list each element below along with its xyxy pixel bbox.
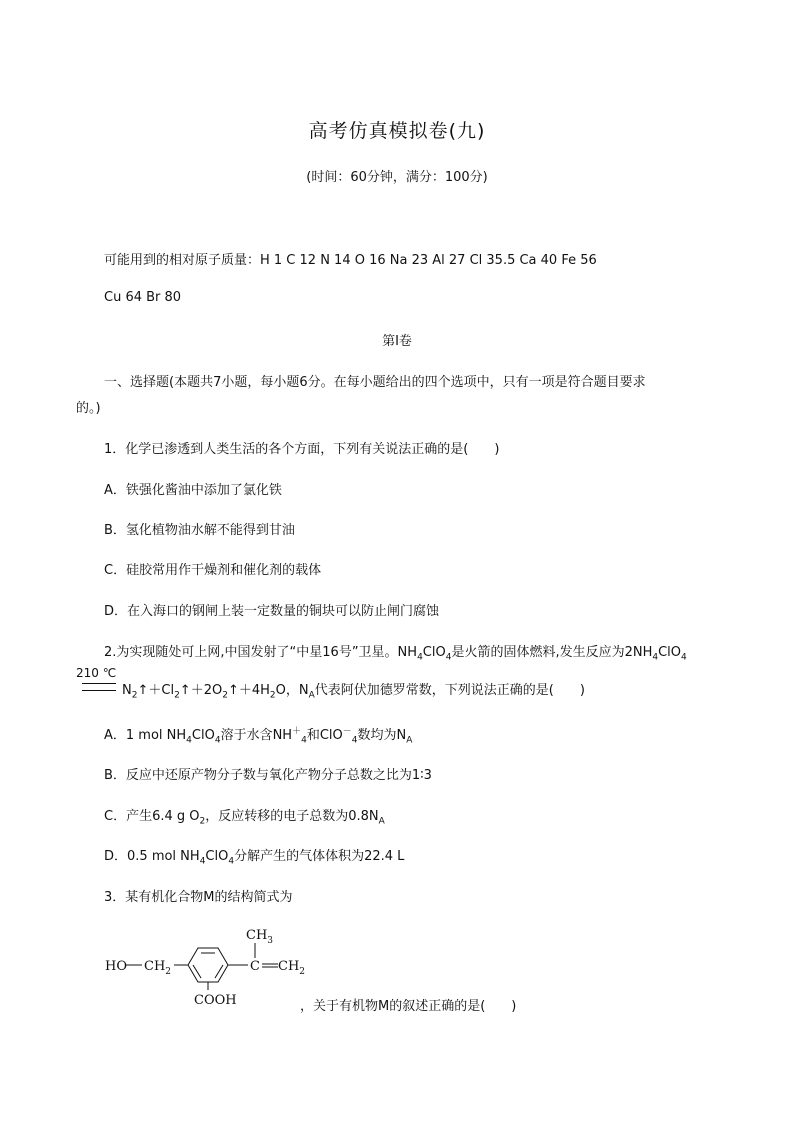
question-1-option-a: A．铁强化酱油中添加了氯化铁 [104,483,282,498]
section-instructions-2: 的。) [76,401,101,416]
atomic-masses-line-1: 可能用到的相对原子质量：H 1 C 12 N 14 O 16 Na 23 Al 27 Cl 35.5 Ca 40 Fe 56 [104,253,597,268]
struct-c: C [250,959,260,974]
question-2-equation: $N_2↑+Cl_2↑+2O_2↑+4H_2O$，$N_A$代表阿伏加德罗常数，下列说法正确的是( ) [122,683,585,701]
reaction-condition: 210 ℃ [76,666,117,680]
section-instructions-1: 一、选择题(本题共7小题，每小题6分。在每小题给出的四个选项中，只有一项是符合题目要求 [104,375,646,390]
page-title: 高考仿真模拟卷(九) [308,120,486,142]
question-2-option-c: C．产生6.4 g $O_2$，反应转移的电子总数为$0.8N_A$ [104,809,385,827]
struct-ch3: $CH_3$ [246,928,274,946]
struct-ho: HO [105,959,127,974]
question-3-tail: ，关于有机物M的叙述正确的是( ) [300,999,517,1014]
structural-formula [100,920,310,1012]
volume-heading: 第Ⅰ卷 [382,334,412,349]
question-1-option-d: D．在入海口的钢闸上装一定数量的铜块可以防止闸门腐蚀 [104,604,440,619]
exam-info: (时间：60分钟，满分：100分) [306,170,488,185]
question-3-stem: 3．某有机化合物M的结构简式为 [104,890,293,905]
question-2-option-d: D．0.5 mol $NH_4ClO_4$分解产生的气体体积为22.4 L [104,849,405,867]
question-1-option-b: B．氢化植物油水解不能得到甘油 [104,523,295,538]
struct-ch2-right: $CH_2$ [278,959,306,977]
equals-sign [82,683,116,691]
question-2-option-b: B．反应中还原产物分子数与氧化产物分子总数之比为1∶3 [104,768,432,783]
struct-cooh: COOH [194,993,237,1008]
question-1-option-c: C．硅胶常用作干燥剂和催化剂的载体 [104,563,322,578]
question-1-stem: 1．化学已渗透到人类生活的各个方面，下列有关说法正确的是( ) [104,442,500,457]
question-2-option-a: A．1 mol $NH_4ClO_4$溶于水含$NH^+_4$和ClO－$_4$数均为$N_A$ [104,726,413,746]
question-2-stem: 2.为实现随处可上网,中国发射了“中星16号”卫星。$NH_4ClO_4$是火箭的固体燃料,发生反应为$2NH_4ClO_4$ [104,645,687,663]
atomic-masses-line-2: Cu 64 Br 80 [104,290,182,305]
struct-ch2-left: $CH_2$ [144,959,172,977]
